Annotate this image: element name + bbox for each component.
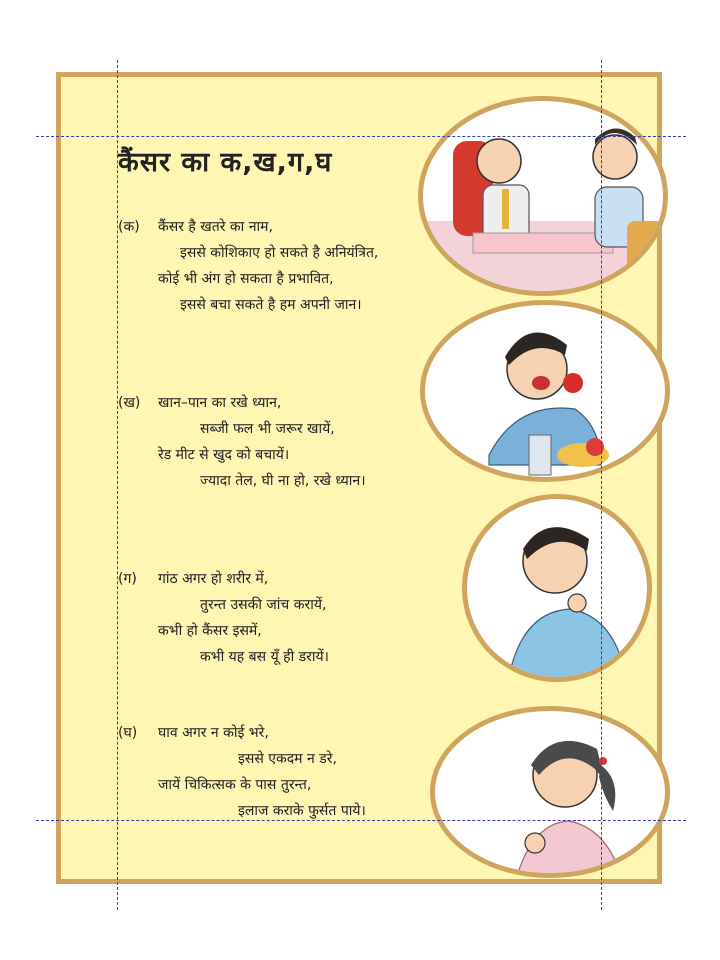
stanza-line: इससे बचा सकते है हम अपनी जान। bbox=[180, 297, 362, 313]
stanza-line: तुरन्त उसकी जांच करायें, bbox=[200, 597, 327, 613]
doctor-icon bbox=[423, 101, 668, 296]
stanza-marker: (घ) bbox=[118, 725, 138, 741]
stanza-line: ज्यादा तेल, घी ना हो, रखे ध्यान। bbox=[200, 473, 366, 489]
stanza-line: कभी यह बस यूँ ही डरायें। bbox=[200, 649, 329, 665]
stanza-line: खान–पान का रखे ध्यान, bbox=[158, 395, 282, 411]
guide-line-right bbox=[601, 60, 602, 910]
stanza-line: जायें चिकित्सक के पास तुरन्त, bbox=[158, 777, 312, 793]
guide-line-left bbox=[117, 60, 118, 910]
stanza-line: इससे कोशिकाए हो सकते है अनियंत्रित, bbox=[180, 245, 379, 261]
man-checking-lump-illustration bbox=[462, 494, 652, 682]
stanza-marker: (ग) bbox=[118, 571, 137, 587]
doctor-consultation-illustration bbox=[418, 96, 668, 296]
stanza-line: कोई भी अंग हो सकता है प्रभावित, bbox=[158, 271, 334, 287]
stanza-line: कैंसर है खतरे का नाम, bbox=[158, 219, 273, 235]
stanza-line: कभी हो कैंसर इसमें, bbox=[158, 623, 262, 639]
stanza-line: सब्जी फल भी जरूर खायें, bbox=[200, 421, 335, 437]
guide-line-top bbox=[36, 136, 686, 137]
woman-with-wound-illustration bbox=[430, 706, 670, 878]
stanza-line: रेड मीट से खुद को बचायें। bbox=[158, 447, 290, 463]
stanza-line: घाव अगर न कोई भरे, bbox=[158, 725, 269, 741]
man-apple-icon bbox=[425, 305, 670, 482]
page-title: कैंसर का क,ख,ग,घ bbox=[118, 147, 333, 178]
woman-wound-icon bbox=[435, 711, 670, 878]
stanza-line: गांठ अगर हो शरीर में, bbox=[158, 571, 269, 587]
man-eating-fruit-illustration bbox=[420, 300, 670, 482]
stanza-marker: (क) bbox=[118, 219, 140, 235]
stanza-line: इससे एकदम न डरे, bbox=[238, 751, 337, 767]
man-neck-icon bbox=[467, 499, 652, 682]
stanza-marker: (ख) bbox=[118, 395, 141, 411]
stanza-line: इलाज कराके फुर्सत पाये। bbox=[238, 803, 366, 819]
